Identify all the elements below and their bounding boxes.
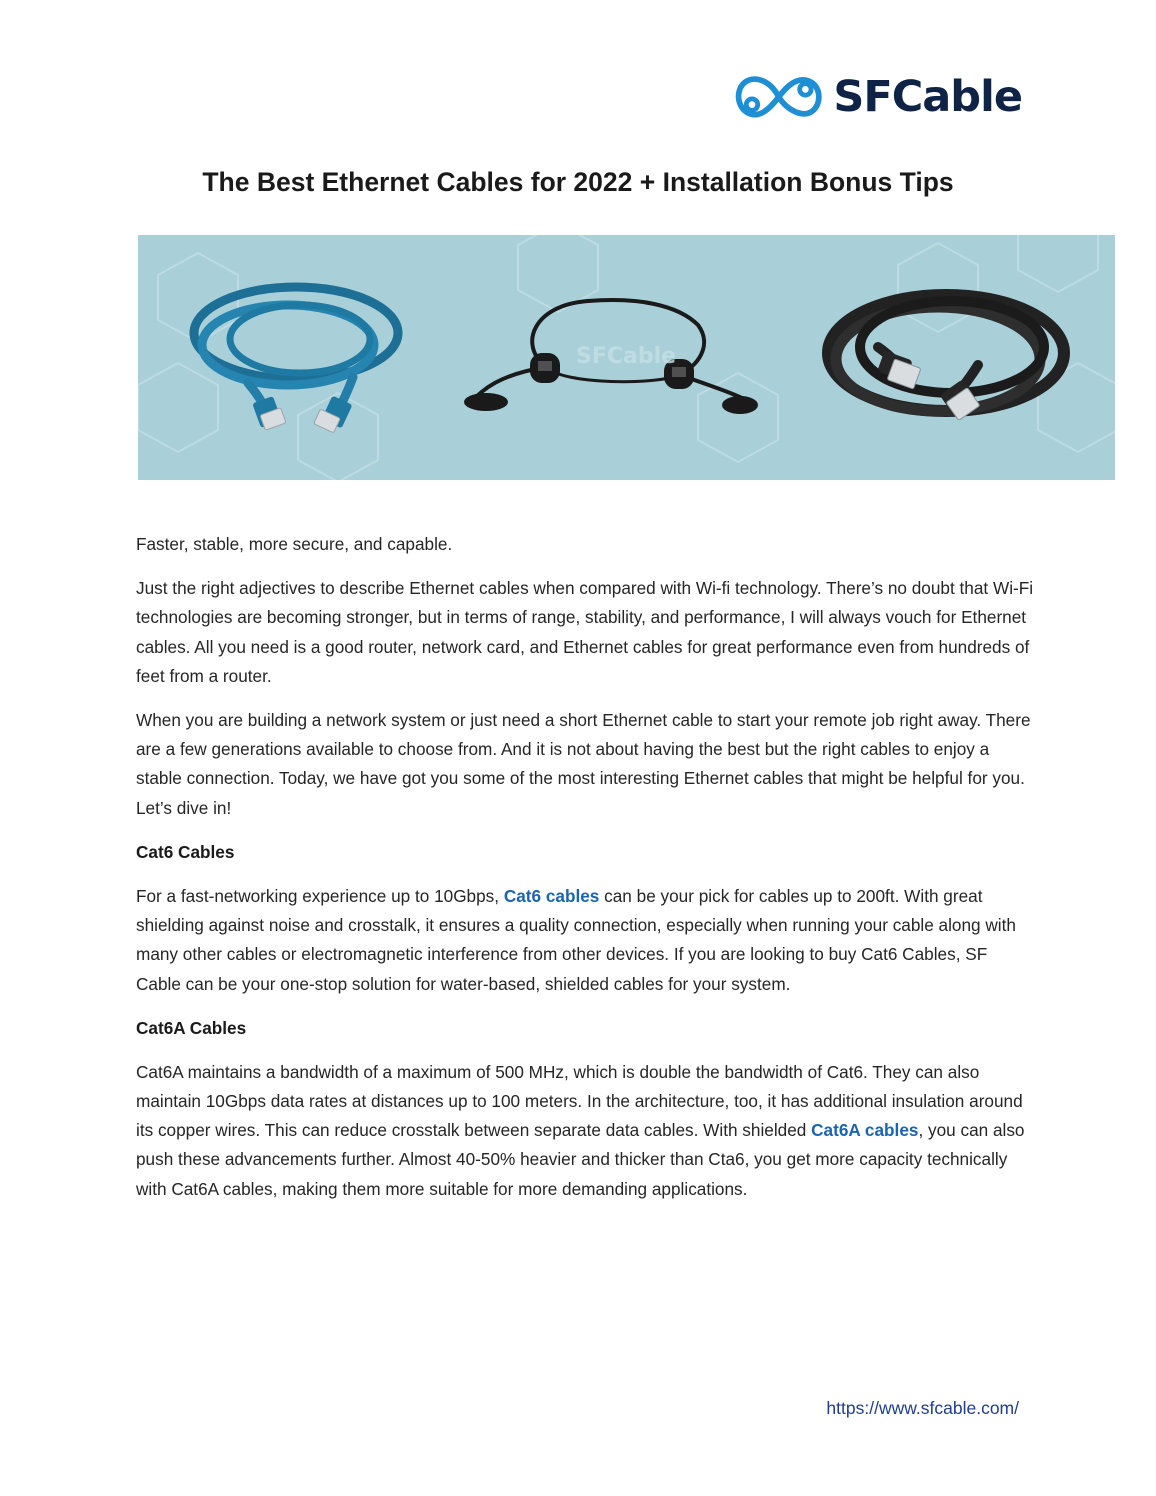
page-title: The Best Ethernet Cables for 2022 + Installation Bonus Tips: [202, 167, 954, 197]
cat6-text-after: can be your pick for cables up to 200ft. With great shielding against noise and crosstalk, it ensures a quality connection, especially when running your cable along with many other cables or electromagnetic interference from other devices. If you are looking to buy Cat6 Cables, SF Cable can be your one-stop solution for water-based, shielded cables for your system.: [136, 885, 1016, 994]
section-heading-cat6: Cat6 Cables: [136, 841, 235, 862]
infinity-link-icon: [732, 67, 825, 127]
cat6a-text-after: , you can also push these advancements further. Almost 40-50% heavier and thicker than Cta6, you get more capacity technically with Cat6A cables, making them more suitable for more demanding applications.: [136, 1120, 1025, 1199]
cat6-cables-link[interactable]: Cat6 cables: [503, 885, 600, 906]
paragraph-network-system: When you are building a network system or just need a short Ethernet cable to start your remote job right away. There are a few generations available to choose from. And it is not about having the best but the right cables to enjoy a stable connection. Today, we have got you some of the most interesting Ethernet cables that might be helpful for you. Let’s dive in!: [136, 709, 1031, 818]
hero-image: [138, 235, 1115, 480]
paragraph-cat6: [136, 882, 1036, 999]
article-body: [136, 530, 1036, 1219]
brand-logo[interactable]: [732, 66, 1022, 128]
hero-watermark: SFCable: [576, 344, 677, 369]
cat6a-cables-link[interactable]: Cat6A cables: [811, 1120, 919, 1141]
brand-name: SFCable: [833, 71, 1022, 122]
section-heading-cat6a: Cat6A Cables: [136, 1017, 247, 1038]
paragraph-cat6a: [136, 1058, 1036, 1204]
intro-paragraph: Faster, stable, more secure, and capable.: [136, 534, 453, 554]
blue-cable-connectors: [252, 396, 352, 433]
blue-ethernet-cable: [194, 287, 398, 411]
cat6-text-before: For a fast-networking experience up to 10Gbps,: [136, 885, 504, 906]
paragraph-wifi-comparison: Just the right adjectives to describe Ethernet cables when compared with Wi-fi technology. There’s no doubt that Wi-Fi technologies are becoming stronger, but in terms of range, stability, and performance, I will always vouch for Ethernet cables. All you need is a good router, network card, and Ethernet cables for great performance even from hundreds of feet from a router.: [136, 577, 1034, 686]
footer-website-link[interactable]: https://www.sfcable.com/: [826, 1398, 1019, 1418]
cat6a-text-before: Cat6A maintains a bandwidth of a maximum of 500 MHz, which is double the bandwidth of Cat6. They can also maintain 10Gbps data rates at distances up to 100 meters. In the architecture, too, it has additional insulation around its copper wires. This can reduce crosstalk between separate data cables. With shielded: [136, 1061, 1023, 1141]
